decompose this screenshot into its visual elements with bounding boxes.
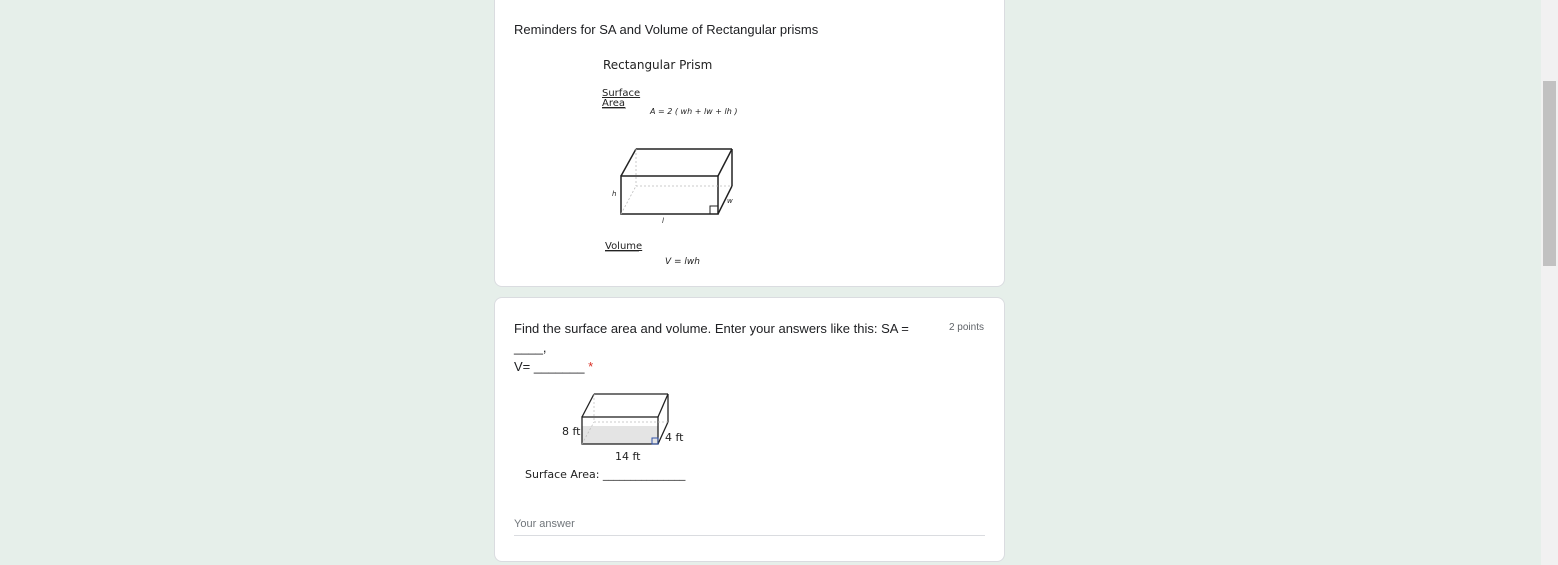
surface-area-formula: A = 2 ( wh + lw + lh )	[650, 107, 738, 116]
question-line-1: Find the surface area and volume. Enter your answers like this: SA = ____,	[514, 321, 909, 355]
rectangular-prism-reference-image	[590, 51, 760, 276]
surface-area-prompt: Surface Area: _______________	[525, 468, 686, 481]
required-asterisk: *	[588, 359, 594, 374]
answer-input[interactable]: Your answer	[514, 518, 985, 536]
reminder-title: Reminders for SA and Volume of Rectangular prisms	[514, 22, 819, 37]
volume-label: Volume	[605, 241, 643, 252]
question-text	[514, 319, 919, 376]
length-label: 14 ft	[615, 450, 641, 463]
width-label: 4 ft	[665, 431, 684, 444]
points-label: 2 points	[948, 322, 984, 333]
question-line-2: V= _______	[514, 359, 585, 374]
surface-label-1: Surface	[602, 88, 641, 99]
h-label: h	[612, 190, 617, 198]
prism-heading: Rectangular Prism	[603, 58, 713, 72]
surface-label-2: Area	[602, 98, 626, 109]
reminder-card	[494, 0, 1005, 287]
volume-formula: V = lwh	[665, 257, 700, 267]
question-card	[494, 297, 1005, 562]
scrollbar-thumb[interactable]	[1543, 81, 1556, 266]
l-label: l	[662, 217, 664, 225]
w-label: w	[727, 197, 733, 205]
question-prism-image	[520, 386, 695, 486]
height-label: 8 ft	[562, 425, 581, 438]
prism-diagram	[621, 149, 732, 214]
